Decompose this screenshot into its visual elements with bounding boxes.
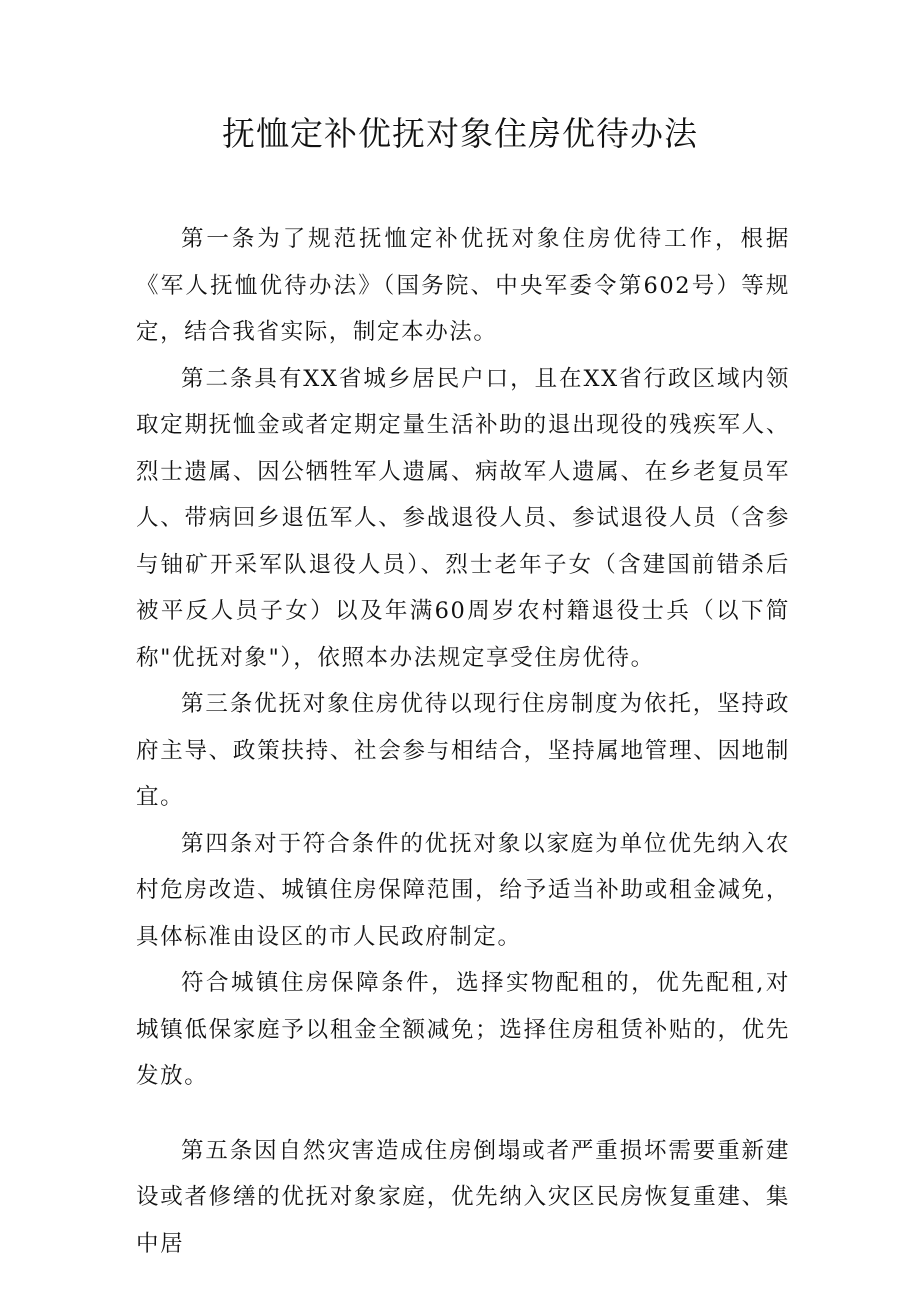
article-4-paragraph: 第四条对于符合条件的优抚对象以家庭为单位优先纳入农村危房改造、城镇住房保障范围，给予适当补助或租金减免，具体标准由设区的市人民政府制定。 [136, 830, 790, 950]
article-3-paragraph: 第三条优抚对象住房优待以现行住房制度为依托，坚持政府主导、政策扶持、社会参与相结合，坚持属地管理、因地制宜。 [136, 691, 790, 810]
article-1-paragraph: 第一条为了规范抚恤定补优抚对象住房优待工作，根据《军人抚恤优待办法》（国务院、中央军委令第602号）等规定，结合我省实际，制定本办法。 [136, 226, 790, 345]
article-4-subparagraph: 符合城镇住房保障条件，选择实物配租的，优先配租,对城镇低保家庭予以租金全额减免；选择住房租赁补贴的，优先发放。 [136, 970, 790, 1089]
document-body [136, 216, 790, 1267]
document-title: 抚恤定补优抚对象住房优待办法 [222, 114, 698, 153]
article-2-paragraph: 第二条具有XX省城乡居民户口，且在XX省行政区域内领取定期抚恤金或者定期定量生活补助的退出现役的残疾军人、烈士遗属、因公牺牲军人遗属、病故军人遗属、在乡老复员军人、带病回乡退伍军人、参战退役人员、参试退役人员（含参与铀矿开采军队退役人员）、烈士老年子女（含建国前错杀后被平反人员子女）以及年满60周岁农村籍退役士兵（以下简称"优抚对象"），依照本办法规定享受住房优待。 [136, 365, 790, 671]
article-5-paragraph: 第五条因自然灾害造成住房倒塌或者严重损坏需要重新建设或者修缮的优抚对象家庭，优先纳入灾区民房恢复重建、集中居 [136, 1137, 790, 1257]
